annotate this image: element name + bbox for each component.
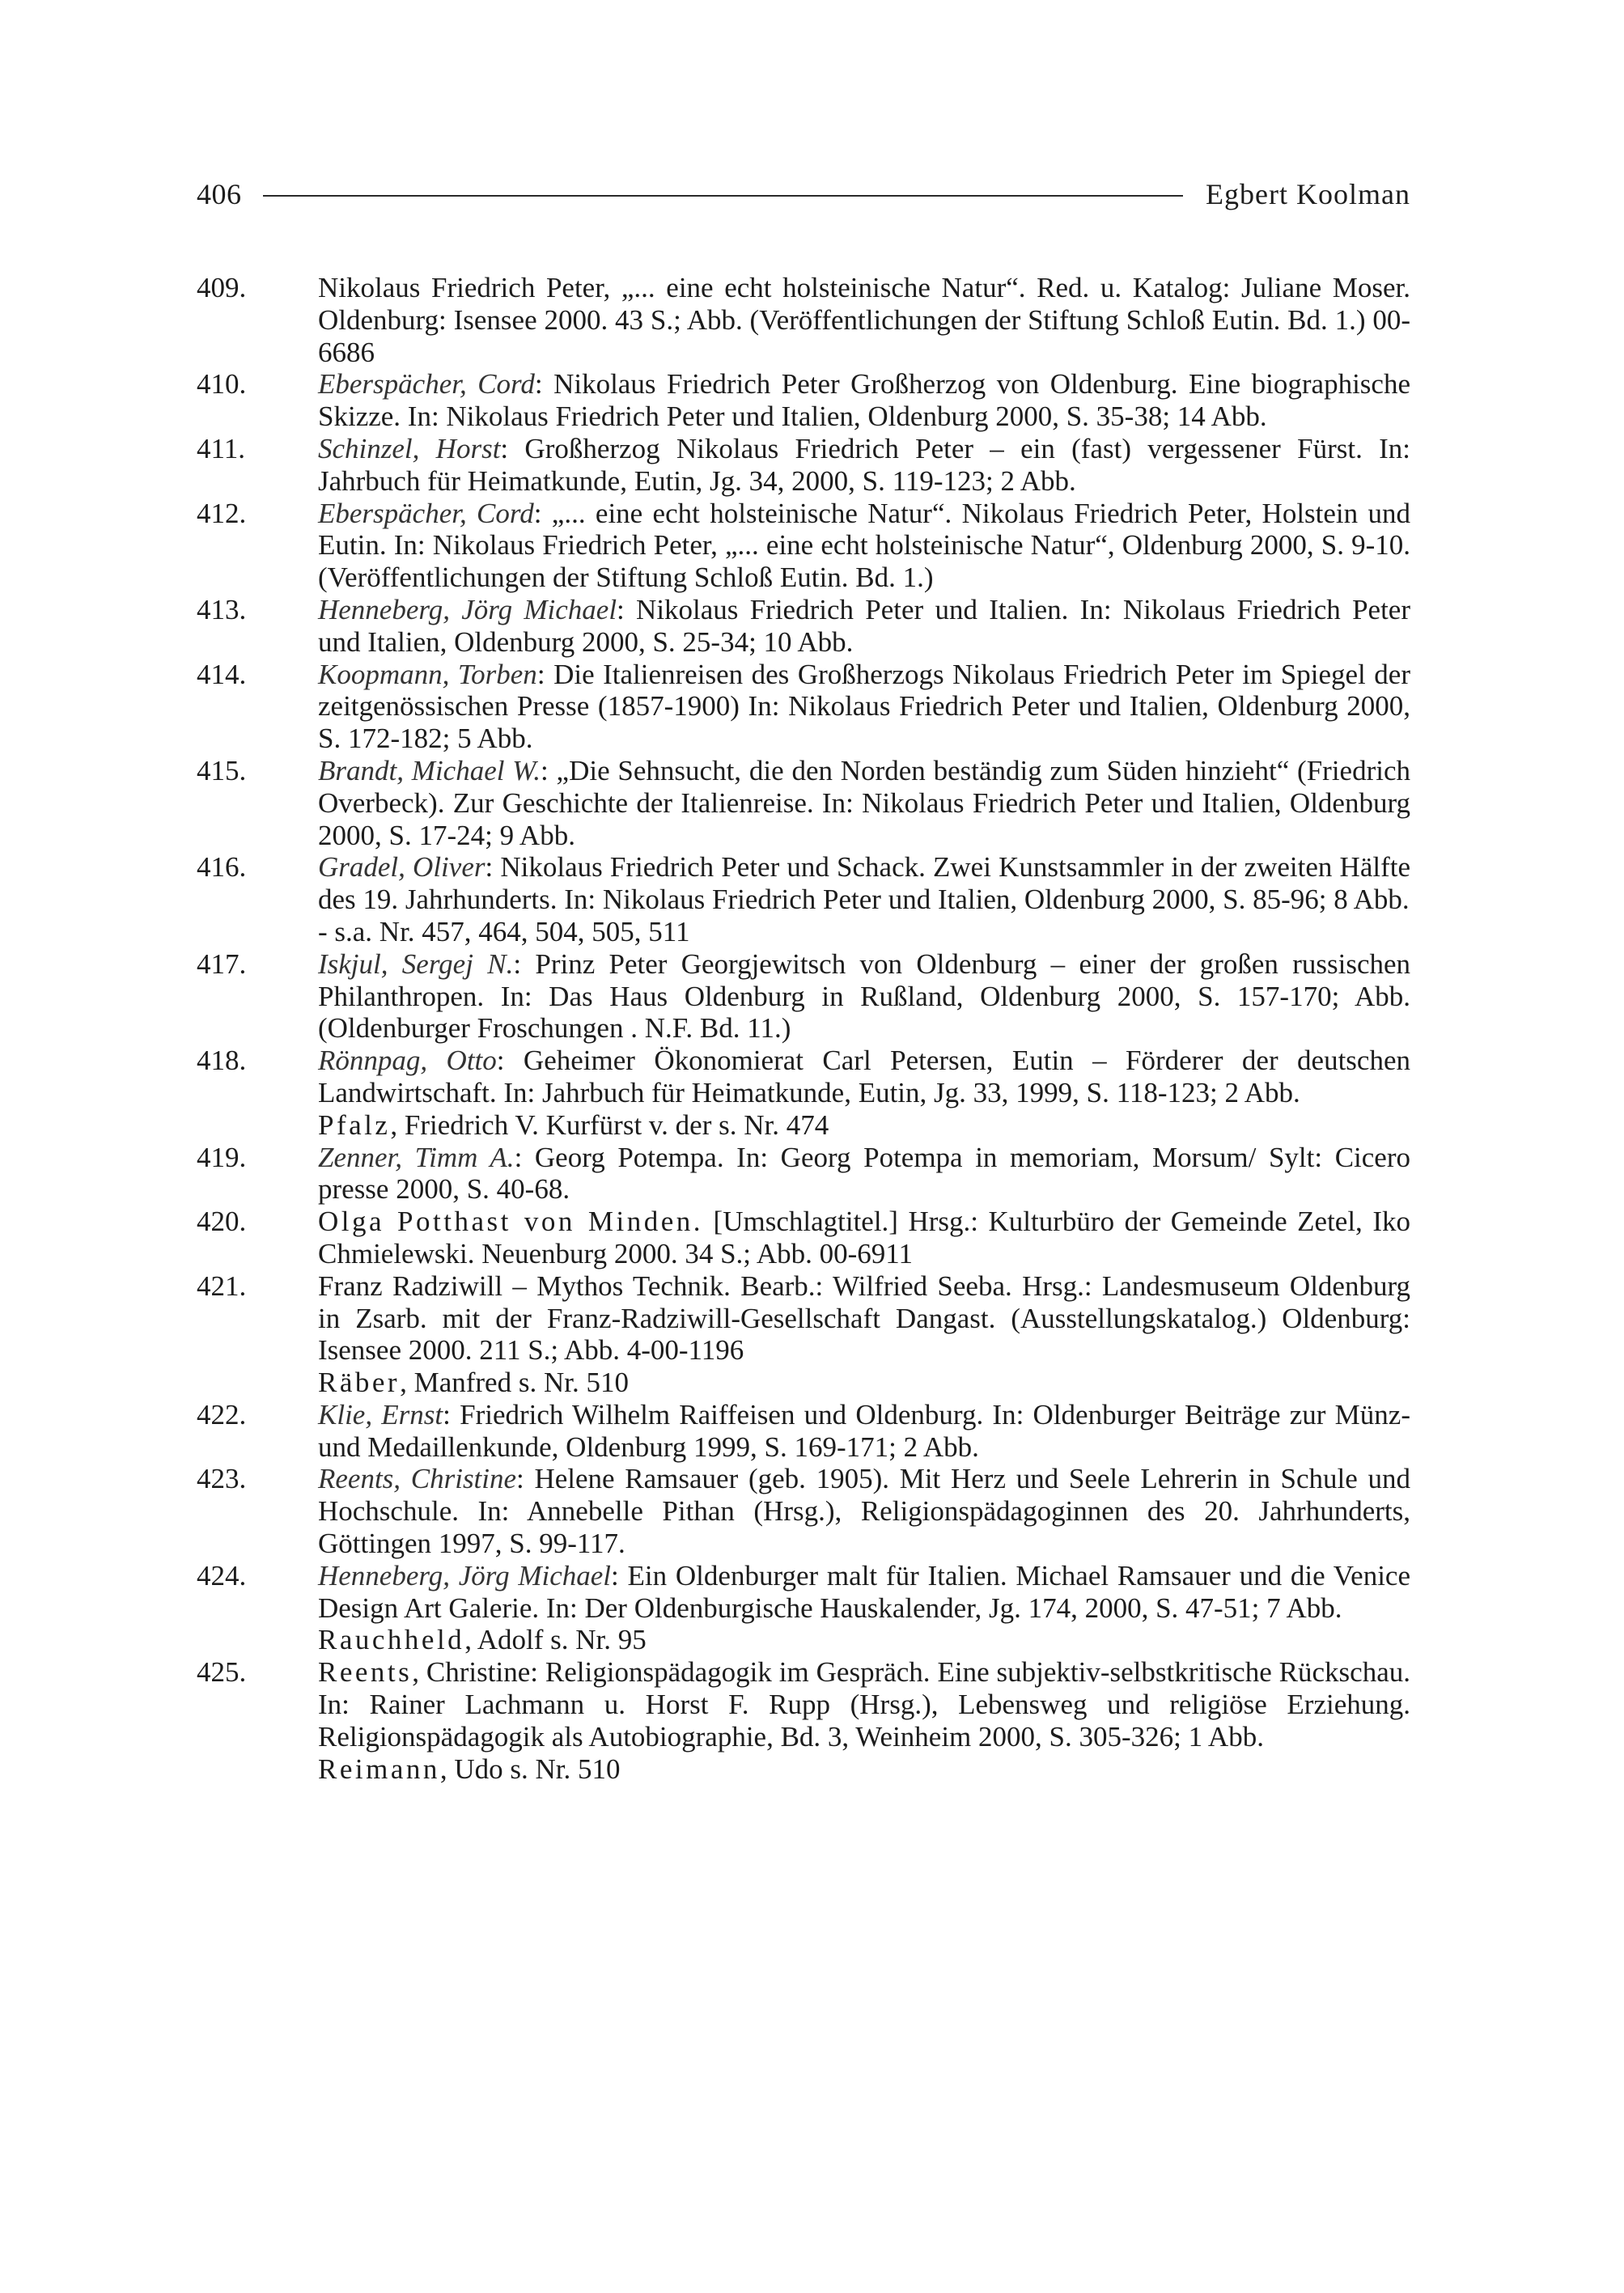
- entry-text: : Georg Potempa. In: Georg Potempa in memoriam, Morsum/ Sylt: Cicero presse 2000, S. 40-68.: [318, 1141, 1411, 1206]
- entry-author: Zenner, Timm A.: [318, 1141, 515, 1173]
- entry-number: 409.: [197, 272, 247, 303]
- entry-number: 416.: [197, 851, 247, 884]
- entry-number: 410.: [197, 368, 247, 401]
- bibliography-entry: [197, 368, 1410, 433]
- bibliography-entry: [197, 272, 1410, 368]
- cross-reference: [318, 1109, 1410, 1142]
- entry-text: : Prinz Peter Georgjewitsch von Oldenburg – einer der großen russischen Philanthropen. In: Das Haus Oldenburg in Rußland, Oldenburg 2000, S. 157-170; Abb. (Oldenburger Froschungen . N.F. Bd. 11.): [318, 947, 1411, 1045]
- cross-reference: [318, 1367, 1410, 1399]
- entry-author: Reents, Christine: [318, 1463, 517, 1495]
- bibliography-entry: [197, 1142, 1410, 1206]
- entry-text: Nikolaus Friedrich Peter, „... eine echt holsteinische Natur“. Red. u. Katalog: Juliane Moser. Oldenburg: Isensee 2000. 43 S.; Abb. (Veröffentlichungen der Stiftung Schloß Eutin. Bd. 1.) 00-6686: [318, 272, 1410, 368]
- entry-text: : Helene Ramsauer (geb. 1905). Mit Herz und Seele Lehrerin in Schule und Hochschule. In: Annebelle Pithan (Hrsg.), Religionspädagoginnen des 20. Jahrhunderts, Göttingen 1997, S. 99-117.: [318, 1463, 1410, 1560]
- entry-text: [Umschlagtitel.] Hrsg.: Kulturbüro der Gemeinde Zetel, Iko Chmielewski. Neuenburg 2000. 34 S.; Abb. 00-6911: [318, 1206, 1410, 1269]
- entry-number: 411.: [197, 432, 245, 464]
- bibliography-entry: [197, 594, 1410, 659]
- running-head-author: Egbert Koolman: [1206, 178, 1410, 210]
- header-rule: [263, 195, 1184, 197]
- entry-number: 422.: [197, 1398, 247, 1430]
- page-number: 406: [197, 178, 242, 210]
- entry-text: : Nikolaus Friedrich Peter Großherzog von Oldenburg. Eine biographische Skizze. In: Nikolaus Friedrich Peter und Italien, Oldenburg 2000, S. 35-38; 14 Abb.: [318, 368, 1410, 433]
- bibliography-entry: [197, 433, 1410, 498]
- entry-author: Rönnpag, Otto: [318, 1045, 497, 1077]
- entry-text: : „... eine echt holsteinische Natur“. Nikolaus Friedrich Peter, Holstein und Eutin. In: Nikolaus Friedrich Peter, „... eine echt holsteinische Natur“, Oldenburg 2000, S. 9-10. (Veröffentlichungen der Stiftung Schloß Eutin. Bd. 1.): [318, 497, 1410, 594]
- entry-spaced-title: Reents: [318, 1656, 413, 1689]
- bibliography-entry: [197, 659, 1410, 755]
- running-head: [197, 170, 1410, 218]
- entry-number: 413.: [197, 593, 247, 625]
- cross-reference-text: , Udo s. Nr. 510: [439, 1753, 621, 1785]
- entry-number: 425.: [197, 1656, 247, 1689]
- bibliography-entry: [197, 1656, 1410, 1785]
- entry-author: Eberspächer, Cord: [318, 497, 534, 529]
- bibliography-entry: [197, 851, 1410, 947]
- entry-text: : „Die Sehnsucht, die den Norden beständig zum Süden hinzieht“ (Friedrich Overbeck). Zur Geschichte der Italienreise. In: Nikolaus Friedrich Peter und Italien, Oldenburg 2000, S. 17-24; 9 Abb.: [318, 754, 1410, 851]
- cross-reference-name: Räber: [318, 1367, 401, 1399]
- entry-author: Iskjul, Sergej N.: [318, 947, 514, 980]
- entry-author: Henneberg, Jörg Michael: [318, 593, 617, 625]
- bibliography-entry: [197, 1399, 1410, 1464]
- entry-number: 412.: [197, 497, 247, 529]
- entry-author: Gradel, Oliver: [318, 851, 486, 884]
- entry-number: 417.: [197, 947, 247, 980]
- entry-number: 421.: [197, 1269, 247, 1302]
- cross-reference-name: Pfalz: [318, 1108, 391, 1141]
- entry-author: Eberspächer, Cord: [318, 368, 535, 401]
- entry-author: Klie, Ernst: [318, 1398, 443, 1430]
- see-also-note: - s.a. Nr. 457, 464, 504, 505, 511: [318, 915, 690, 947]
- entry-author: Brandt, Michael W.: [318, 754, 541, 786]
- entry-number: 415.: [197, 754, 247, 786]
- entry-author: Henneberg, Jörg Michael: [318, 1559, 612, 1592]
- entry-number: 420.: [197, 1206, 247, 1238]
- entry-text: : Geheimer Ökonomierat Carl Petersen, Eutin – Förderer der deutschen Landwirtschaft. In: Jahrbuch für Heimatkunde, Eutin, Jg. 33, 1999, S. 118-123; 2 Abb.: [318, 1045, 1410, 1108]
- entry-text: : Die Italienreisen des Großherzogs Nikolaus Friedrich Peter im Spiegel der zeitgenössischen Presse (1857-1900) In: Nikolaus Friedrich Peter und Italien, Oldenburg 2000, S. 172-182; 5 Abb.: [318, 658, 1410, 755]
- entry-text: , Christine: Religionspädagogik im Gespräch. Eine subjektiv-selbstkritische Rückschau. In: Rainer Lachmann u. Horst F. Rupp (Hrsg.), Lebensweg und religiöse Erziehung. Religionspädagogik als Autobiographie, Bd. 3, Weinheim 2000, S. 305-326; 1 Abb.: [318, 1656, 1410, 1753]
- entry-number: 414.: [197, 658, 247, 690]
- cross-reference: [318, 1624, 1410, 1656]
- bibliography-list: [197, 272, 1410, 1785]
- entry-number: 418.: [197, 1045, 247, 1077]
- bibliography-entry: [197, 1270, 1410, 1399]
- entry-number: 423.: [197, 1463, 247, 1495]
- entry-number: 424.: [197, 1559, 247, 1592]
- bibliography-entry: [197, 1206, 1410, 1270]
- entry-text: : Friedrich Wilhelm Raiffeisen und Oldenburg. In: Oldenburger Beiträge zur Münz- und Medaillenkunde, Oldenburg 1999, S. 169-171; 2 Abb.: [318, 1398, 1410, 1463]
- entry-spaced-title: Olga Potthast von Minden.: [318, 1206, 704, 1238]
- entry-text: Franz Radziwill – Mythos Technik. Bearb.: Wilfried Seeba. Hrsg.: Landesmuseum Oldenburg in Zsarb. mit der Franz-Radziwill-Gesellschaft Dangast. (Ausstellungskatalog.) Oldenburg: Isensee 2000. 211 S.; Abb. 4-00-1196: [318, 1269, 1410, 1367]
- entry-author: Schinzel, Horst: [318, 432, 501, 464]
- entry-number: 419.: [197, 1141, 247, 1173]
- bibliography-entry: [197, 755, 1410, 851]
- bibliography-entry: [197, 948, 1410, 1045]
- entry-text: : Nikolaus Friedrich Peter und Schack. Zwei Kunstsammler in der zweiten Hälfte des 19. Jahrhunderts. In: Nikolaus Friedrich Peter und Italien, Oldenburg 2000, S. 85-96; 8 Abb.: [318, 851, 1411, 916]
- cross-reference-text: , Manfred s. Nr. 510: [400, 1367, 629, 1399]
- cross-reference-name: Rauchheld: [318, 1624, 465, 1656]
- entry-text: : Großherzog Nikolaus Friedrich Peter – ein (fast) vergessener Fürst. In: Jahrbuch für Heimatkunde, Eutin, Jg. 34, 2000, S. 119-123; 2 Abb.: [318, 432, 1410, 497]
- entry-author: Koopmann, Torben: [318, 658, 537, 690]
- bibliography-entry: [197, 498, 1410, 594]
- bibliography-entry: [197, 1045, 1410, 1141]
- cross-reference-text: , Adolf s. Nr. 95: [464, 1624, 647, 1656]
- cross-reference-name: Reimann: [318, 1753, 440, 1785]
- cross-reference-text: , Friedrich V. Kurfürst v. der s. Nr. 474: [390, 1108, 829, 1141]
- entry-text: : Ein Oldenburger malt für Italien. Michael Ramsauer und die Venice Design Art Galerie. In: Der Oldenburgische Hauskalender, Jg. 174, 2000, S. 47-51; 7 Abb.: [318, 1559, 1410, 1624]
- bibliography-entry: [197, 1560, 1410, 1656]
- entry-text: : Nikolaus Friedrich Peter und Italien. In: Nikolaus Friedrich Peter und Italien, Oldenburg 2000, S. 25-34; 10 Abb.: [318, 593, 1410, 658]
- bibliography-entry: [197, 1463, 1410, 1559]
- cross-reference: [318, 1753, 1410, 1786]
